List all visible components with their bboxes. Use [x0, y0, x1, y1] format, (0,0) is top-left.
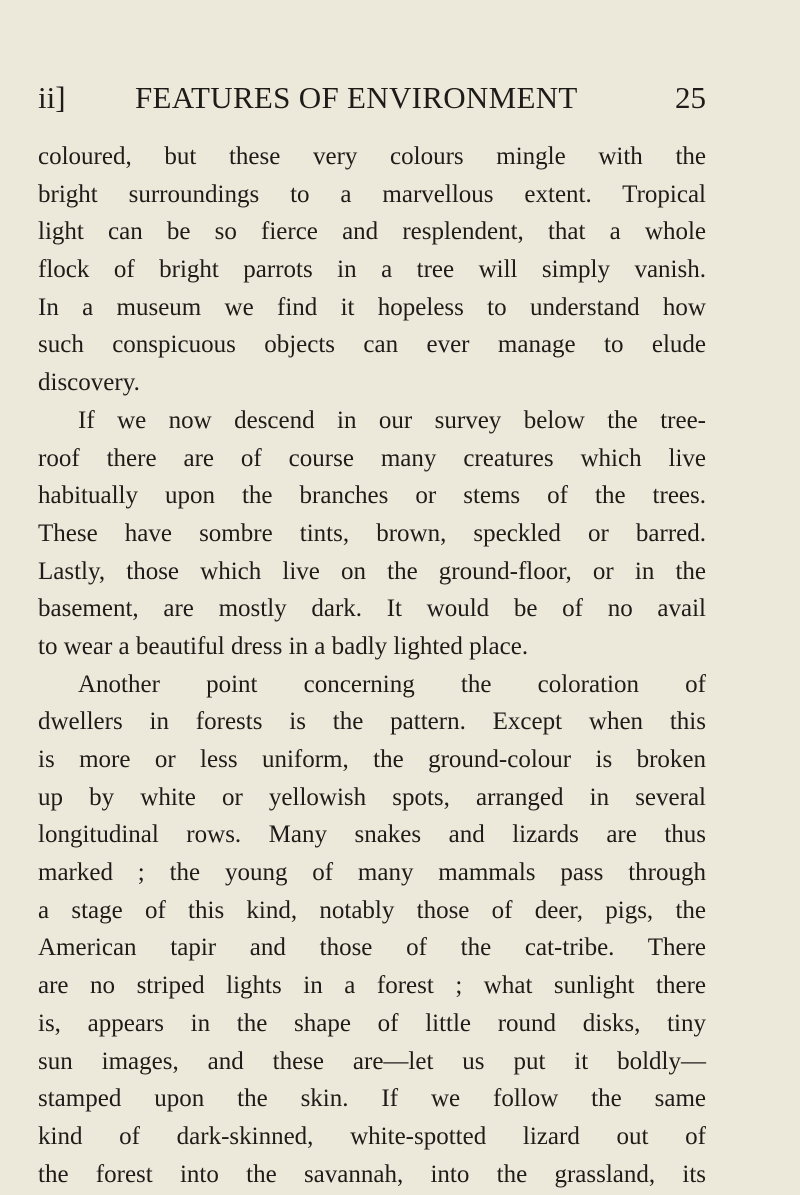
- text-line: flock of bright parrots in a tree will simply vanish.: [38, 256, 706, 284]
- body-text: [38, 138, 706, 1193]
- text-line: If we now descend in our survey below the tree-: [78, 406, 706, 434]
- page-number: 25: [675, 80, 706, 115]
- text-line: sun images, and these are—let us put it boldly—: [38, 1047, 706, 1075]
- text-line: up by white or yellowish spots, arranged in several: [38, 783, 706, 811]
- text-line: coloured, but these very colours mingle with the: [38, 143, 706, 170]
- text-line: to wear a beautiful dress in a badly lighted place.: [38, 632, 529, 660]
- text-line: American tapir and those of the cat-tribe. There: [38, 934, 706, 962]
- text-line: are no striped lights in a forest ; what sunlight there: [38, 972, 706, 1000]
- text-line: discovery.: [38, 369, 140, 397]
- running-title: FEATURES OF ENVIRONMENT: [135, 80, 578, 115]
- text-line: dwellers in forests is the pattern. Except when this: [38, 708, 706, 736]
- text-line: marked ; the young of many mammals pass through: [38, 859, 706, 887]
- text-line: roof there are of course many creatures which live: [38, 444, 706, 472]
- text-line: light can be so fierce and resplendent, that a whole: [38, 218, 706, 246]
- text-line: In a museum we find it hopeless to understand how: [38, 293, 706, 321]
- text-line: such conspicuous objects can ever manage to elude: [38, 331, 706, 359]
- text-line: stamped upon the skin. If we follow the same: [38, 1085, 706, 1113]
- chapter-marker: ii]: [38, 80, 66, 115]
- text-line: Lastly, those which live on the ground-floor, or in the: [38, 557, 706, 585]
- text-line: is more or less uniform, the ground-colour is broken: [38, 746, 706, 773]
- text-line: habitually upon the branches or stems of the trees.: [38, 482, 706, 510]
- text-line: Another point concerning the coloration of: [78, 670, 706, 698]
- text-line: a stage of this kind, notably those of deer, pigs, the: [38, 896, 706, 924]
- text-line: the forest into the savannah, into the grassland, its: [38, 1160, 706, 1188]
- text-line: These have sombre tints, brown, speckled or barred.: [38, 519, 706, 547]
- text-line: longitudinal rows. Many snakes and lizards are thus: [38, 821, 706, 849]
- text-line: is, appears in the shape of little round disks, tiny: [38, 1009, 706, 1037]
- running-head: [38, 76, 706, 120]
- text-line: bright surroundings to a marvellous extent. Tropical: [38, 180, 706, 208]
- text-line: kind of dark-skinned, white-spotted lizard out of: [38, 1122, 706, 1150]
- text-line: basement, are mostly dark. It would be of no avail: [38, 595, 706, 623]
